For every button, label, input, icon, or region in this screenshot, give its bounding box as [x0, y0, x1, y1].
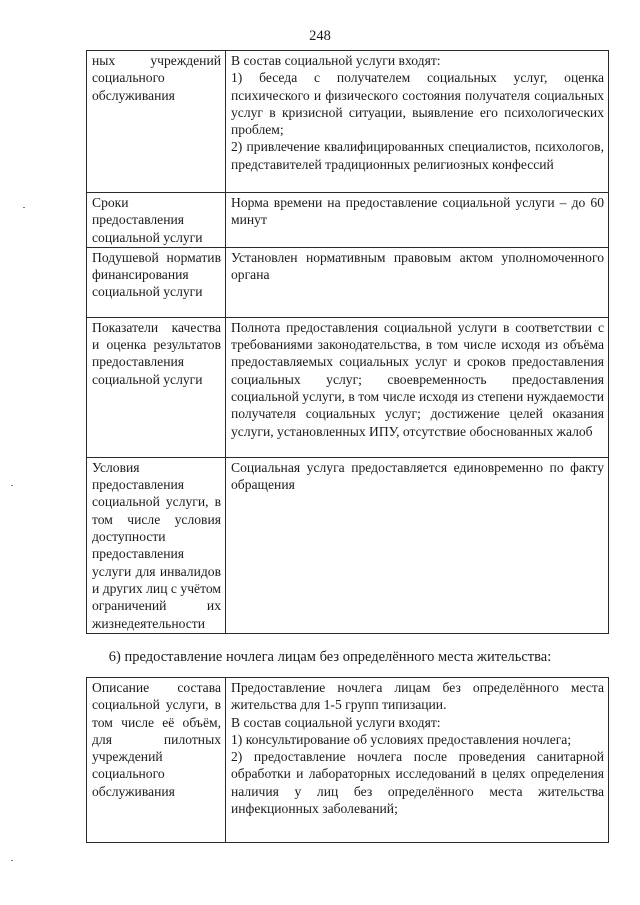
row-content-cell [226, 678, 609, 843]
row-label-cell: Сроки предоставления социальной услуги [87, 193, 226, 248]
scan-speck [11, 860, 13, 861]
row-content-cell [226, 317, 609, 457]
content-paragraph: Норма времени на предоставление социальной услуги – до 60 минут [231, 195, 604, 228]
content-paragraph: В состав социальной услуги входят: [231, 53, 441, 68]
scan-speck [23, 207, 25, 208]
content-paragraph: 2) привлечение квалифицированных специалистов, психологов, представителей традиционных религиозных конфессий [231, 139, 604, 172]
content-paragraph: Установлен нормативным правовым актом уполномоченного органа [231, 249, 604, 283]
row-content-cell [226, 247, 609, 317]
section-heading: 6) предоставление ночлега лицам без определённого места жительства: [108, 649, 552, 665]
content-paragraph: Полнота предоставления социальной услуги в соответствии с требованиями законодательства, в том числе исходя из объёма предоставляемых социальных услуг и сроков предоставления социальных услуг; своевременность предоставления социальной услуги, в том числе исходя из степени нуждаемости получателя социальных услуг; достижение целей оказания услуги, установленных ИПУ, отсутствие обоснованных жалоб [231, 319, 604, 439]
service-description-table [86, 50, 609, 634]
table-row [87, 247, 609, 317]
row-label-cell: ных учреждений социального обслуживания [87, 51, 226, 193]
content-paragraph: 1) беседа с получателем социальных услуг, оценка психического и физического состояния получателя социальных услуг в кризисной ситуации, выявление его психологических проблем; [231, 70, 604, 138]
content-paragraph: Социальная услуга предоставляется единовременно по факту обращения [231, 459, 604, 493]
row-content-cell [226, 457, 609, 633]
row-content-cell [226, 51, 609, 193]
table-row [87, 193, 609, 248]
table-row [87, 457, 609, 633]
row-label-cell: Описание состава социальной услуги, в том числе её объём, для пилотных учреждений социального обслуживания [87, 678, 226, 843]
row-label-cell: Показатели качества и оценка результатов предоставления социальной услуги [87, 317, 226, 457]
page-number: 248 [309, 28, 331, 44]
scan-speck [11, 485, 13, 486]
row-content-cell [226, 193, 609, 248]
table-row [87, 678, 609, 843]
overnight-stay-service-table [86, 677, 609, 843]
row-label-cell: Подушевой норматив финансирования социальной услуги [87, 247, 226, 317]
content-paragraph: Предоставление ночлега лицам без определённого места жительства для 1-5 групп типизации. [231, 680, 604, 713]
content-paragraph: 1) консультирование об условиях предоставления ночлега; [231, 731, 572, 747]
table-row [87, 317, 609, 457]
content-paragraph: 2) предоставление ночлега после проведения санитарной обработки и лабораторных исследований в целях определения наличия у лиц без определённого места жительства инфекционных заболеваний; [231, 749, 604, 817]
row-label-cell: Условия предоставления социальной услуги, в том числе условия доступности предоставления услуги для инвалидов и других лиц с учётом ограничений их жизнедеятельности [87, 457, 226, 633]
content-paragraph: В состав социальной услуги входят: [231, 714, 441, 730]
table-row [87, 51, 609, 193]
